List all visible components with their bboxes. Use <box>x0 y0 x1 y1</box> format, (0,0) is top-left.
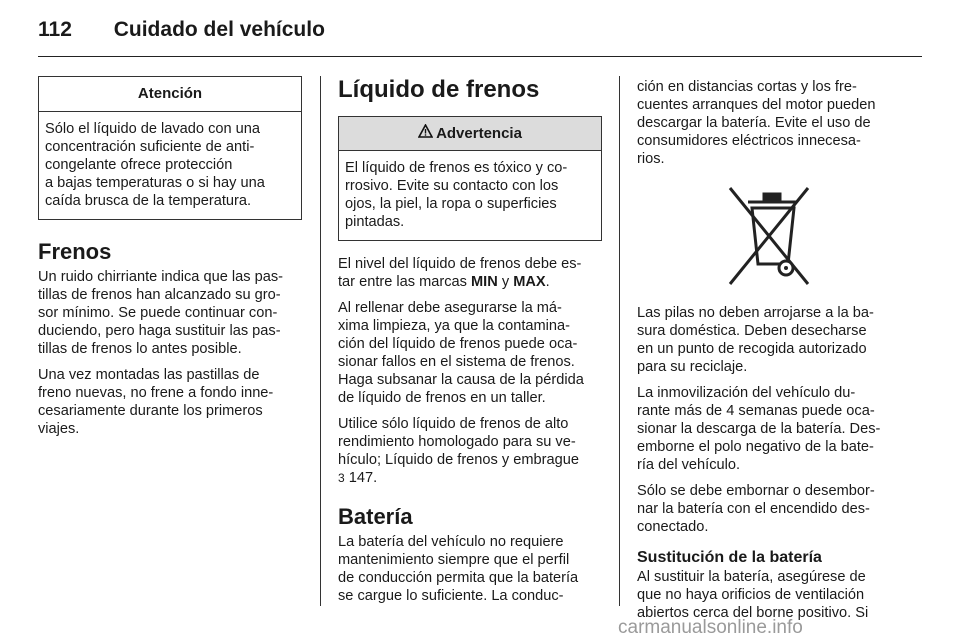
watermark: carmanualsonline.info <box>618 617 803 638</box>
frenos-heading: Frenos <box>38 239 112 264</box>
warning-line: pintadas. <box>345 214 405 230</box>
header-rule <box>38 56 922 57</box>
column-1 <box>38 76 302 446</box>
attention-body <box>39 112 301 219</box>
immobilization-paragraph: La inmovilización del vehículo du- rante más de 4 semanas puede oca- sionar la descarga de la batería. Des- emborne el polo negativo de la bate- ría del vehículo. <box>637 385 881 473</box>
battery-replacement-paragraph: Al sustituir la batería, asegúrese de que no haya orificios de ventilación abiertos cerca del borne positivo. Si <box>637 569 869 621</box>
column-divider <box>320 76 321 606</box>
bateria-heading: Batería <box>338 504 413 529</box>
fluid-type-paragraph: Utilice sólo líquido de frenos de alto rendimiento homologado para su ve- hículo; Líquido de frenos y embrague 3 147. <box>338 416 579 486</box>
attention-line: concentración suficiente de anti- <box>45 139 255 155</box>
page-reference-icon: 3 <box>338 471 345 485</box>
page-reference[interactable]: 147. <box>344 470 378 486</box>
warning-body <box>339 151 601 240</box>
attention-line: caída brusca de la temperatura. <box>45 193 252 209</box>
attention-title: Atención <box>39 77 301 112</box>
recycling-paragraph: Las pilas no deben arrojarse a la ba- sura doméstica. Deben desecharse en un punto de recogida autorizado para su reciclaje. <box>637 305 874 375</box>
page-title: Cuidado del vehículo <box>113 18 325 41</box>
attention-line: a bajas temperaturas o si hay una <box>45 175 265 191</box>
attention-line: congelante ofrece protección <box>45 157 233 173</box>
column-divider <box>619 76 620 606</box>
refill-paragraph: Al rellenar debe asegurarse la má- xima limpieza, ya que la contamina- ción del líquido de frenos puede oca- sionar fallos en el sistema de frenos. Haga subsanar la causa de la pérdida de líquido de frenos en un taller. <box>338 300 584 406</box>
attention-box <box>38 76 302 220</box>
max-mark: MAX <box>513 274 546 290</box>
warning-title: Advertencia <box>339 117 601 151</box>
warning-line: rrosivo. Evite su contacto con los <box>345 178 559 194</box>
battery-replacement-heading: Sustitución de la batería <box>637 549 822 566</box>
page-header <box>38 18 325 42</box>
attention-line: Sólo el líquido de lavado con una <box>45 121 261 137</box>
min-mark: MIN <box>471 274 498 290</box>
page-number: 112 <box>38 18 72 41</box>
column-2 <box>338 76 602 613</box>
level-paragraph: El nivel del líquido de frenos debe es- tar entre las marcas MIN y MAX. <box>338 256 582 290</box>
ignition-paragraph: Sólo se debe embornar o desembor- nar la batería con el encendido des- conectado. <box>637 483 875 535</box>
warning-line: El líquido de frenos es tóxico y co- <box>345 160 568 176</box>
warning-triangle-icon <box>418 124 433 143</box>
liquido-frenos-heading: Líquido de frenos <box>338 76 540 103</box>
bateria-paragraph: La batería del vehículo no requiere mantenimiento siempre que el perfil de conducción permita que la batería se cargue lo suficiente. La conduc- <box>338 534 579 604</box>
frenos-paragraph-2: Una vez montadas las pastillas de freno nuevas, no frene a fondo inne- cesariamente durante los primeros viajes. <box>38 367 274 437</box>
crossed-out-wheelie-bin-icon <box>720 182 816 290</box>
warning-line: ojos, la piel, la ropa o superficies <box>345 196 557 212</box>
battery-continued-paragraph: ción en distancias cortas y los fre- cuentes arranques del motor pueden descargar la batería. Evite el uso de consumidores eléctricos innecesa- rios. <box>637 79 876 167</box>
column-3 <box>637 78 899 630</box>
warning-box <box>338 116 602 241</box>
frenos-paragraph-1: Un ruido chirriante indica que las pas- tillas de frenos han alcanzado su gro- sor mínimo. Se puede continuar con- duciendo, pero haga sustituir las pas- tillas de frenos lo antes posible. <box>38 269 283 357</box>
